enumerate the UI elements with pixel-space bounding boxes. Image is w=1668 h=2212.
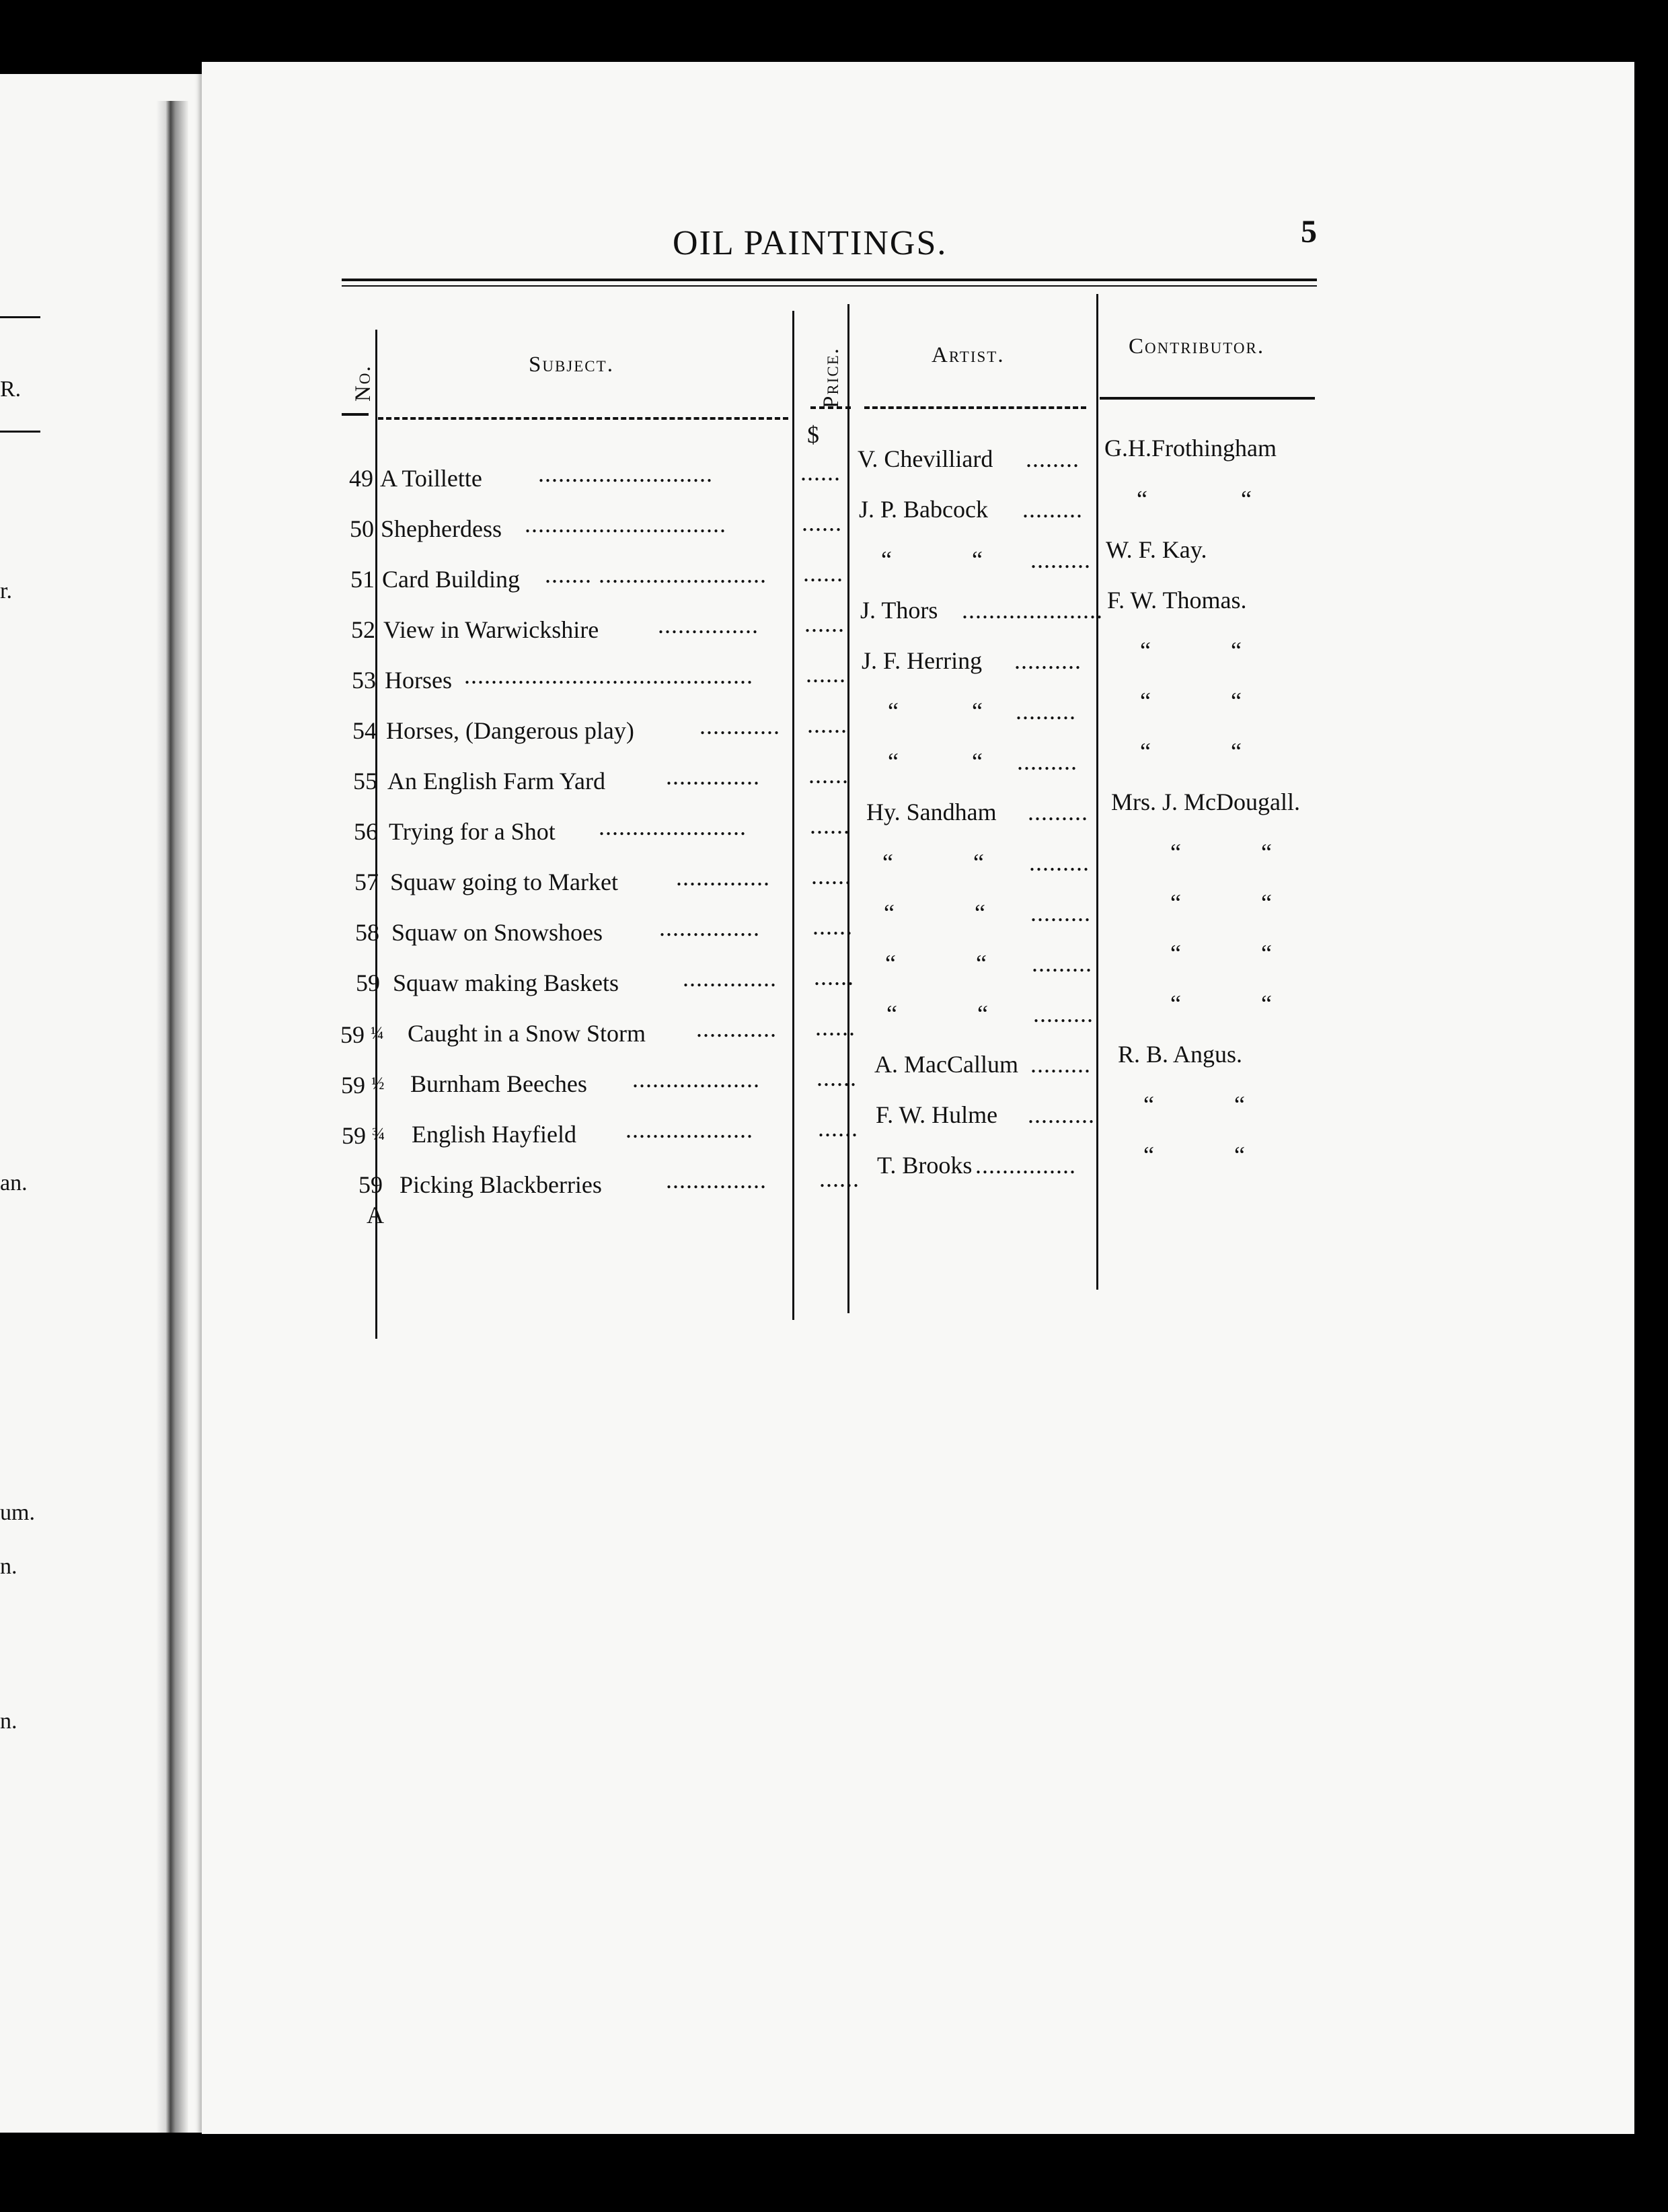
row-contributor: “ “ (1170, 990, 1272, 1017)
row-contributor: “ “ (1137, 486, 1252, 513)
row-number: 58 (355, 919, 379, 946)
facing-page (0, 74, 222, 2133)
row-number: 53 (352, 667, 376, 694)
header-price: Price. (819, 347, 843, 408)
row-subject: View in Warwickshire (383, 616, 599, 643)
price-dots: ...... (804, 610, 845, 637)
row-subject: A Toillette (380, 465, 482, 492)
price-currency: $ (807, 421, 819, 448)
facing-page-text: um. (0, 1500, 35, 1525)
row-subject: English Hayfield (412, 1121, 576, 1148)
row-number: 52 (351, 616, 375, 643)
price-dots: ...... (815, 1014, 856, 1041)
row-subject: Horses, (Dangerous play) (386, 717, 634, 744)
leader-dots: .......... (1028, 1101, 1095, 1128)
leader-dots: ........................................... (464, 662, 753, 689)
facing-page-text: an. (0, 1171, 28, 1195)
row-contributor: R. B. Angus. (1118, 1041, 1243, 1068)
book-gutter (156, 101, 188, 2133)
leader-dots: ................... (626, 1116, 753, 1143)
row-artist: J. F. Herring (862, 647, 983, 674)
header-rule (864, 406, 1086, 409)
row-artist: A. MacCallum (874, 1051, 1018, 1078)
row-number (341, 1069, 385, 1100)
row-subject: Shepherdess (381, 515, 502, 542)
header-rule (810, 406, 851, 409)
price-dots: ...... (812, 913, 853, 940)
top-rule (342, 285, 1317, 287)
row-subject: Horses (385, 667, 452, 694)
row-number-fraction: ¼ (371, 1023, 384, 1043)
facing-page-text: n. (0, 1709, 17, 1734)
facing-page-text: R. (0, 377, 22, 402)
row-artist: T. Brooks (877, 1152, 973, 1179)
leader-dots: ......... (1033, 1000, 1094, 1027)
row-number: 56 (354, 818, 378, 845)
leader-dots: ............... (659, 914, 760, 941)
leader-dots: .............................. (525, 511, 726, 538)
row-contributor: F. W. Thomas. (1107, 587, 1247, 614)
leader-dots: .............. (666, 763, 760, 790)
row-artist: “ “ (886, 1000, 988, 1027)
row-number-fraction: ¾ (372, 1124, 385, 1144)
top-rule (342, 279, 1317, 281)
row-artist: J. Thors (860, 597, 938, 624)
row-contributor: “ “ (1170, 839, 1272, 866)
row-number: 54 (352, 717, 377, 744)
leader-dots: .............. (676, 864, 770, 891)
leader-dots: ............ (699, 712, 780, 739)
leader-dots: ............... (658, 612, 759, 638)
leader-dots: .......... (1014, 647, 1082, 674)
row-contributor: “ “ (1140, 688, 1242, 714)
leader-dots: ...................... (599, 813, 747, 840)
leader-dots: ............... (975, 1152, 1076, 1179)
row-number: 59 (356, 969, 380, 996)
leader-dots: ........ (1026, 445, 1079, 472)
header-artist: Artist. (932, 343, 1005, 367)
row-number: 57 (354, 869, 379, 895)
row-contributor: “ “ (1143, 1091, 1245, 1118)
column-rule-price (847, 304, 849, 1313)
row-contributor: W. F. Kay. (1106, 536, 1207, 563)
price-dots: ...... (806, 661, 846, 688)
row-subject: Burnham Beeches (410, 1070, 587, 1097)
leader-dots: ......... (1029, 849, 1090, 876)
row-subject: Card Building (382, 566, 520, 593)
facing-page-rule (0, 431, 40, 433)
row-subject: Squaw going to Market (390, 869, 618, 895)
row-contributor: “ “ (1140, 637, 1242, 664)
leader-dots: ............... (666, 1167, 767, 1193)
row-subject: Picking Blackberries (400, 1171, 602, 1198)
price-dots: ...... (803, 560, 843, 587)
row-number-value: 59 (340, 1021, 365, 1048)
leader-dots: .......................... (538, 460, 713, 487)
row-number-value: 59 (342, 1122, 366, 1149)
leader-dots: ............ (696, 1015, 777, 1042)
row-subject: Squaw making Baskets (393, 969, 619, 996)
row-artist: “ “ (888, 748, 983, 775)
row-subject: Squaw on Snowshoes (391, 919, 603, 946)
row-contributor: “ “ (1140, 738, 1242, 765)
row-number-suffix: A (367, 1202, 384, 1228)
row-subject: An English Farm Yard (387, 768, 606, 795)
row-number: 50 (350, 515, 374, 542)
price-dots: ...... (807, 711, 847, 738)
leader-dots: ......... (1028, 799, 1088, 825)
leader-dots: ......... (1030, 899, 1091, 926)
row-artist: Hy. Sandham (866, 799, 997, 825)
header-contributor: Contributor. (1129, 334, 1265, 359)
row-number (340, 1019, 384, 1049)
row-number: 55 (353, 768, 377, 795)
row-contributor: G.H.Frothingham (1104, 435, 1277, 462)
row-artist: “ “ (885, 950, 987, 977)
row-artist: “ “ (884, 899, 985, 926)
page-title: OIL PAINTINGS. (673, 224, 948, 262)
facing-page-text: n. (0, 1554, 17, 1579)
row-artist: F. W. Hulme (876, 1101, 998, 1128)
header-rule (1100, 397, 1315, 400)
leader-dots: ......... (1030, 546, 1091, 573)
price-dots: ...... (814, 963, 854, 990)
price-dots: ...... (802, 509, 842, 536)
row-number-value: 59 (341, 1072, 365, 1099)
leader-dots: .............. (683, 965, 777, 992)
price-dots: ...... (819, 1165, 860, 1192)
leader-dots: ......... (1022, 496, 1083, 523)
price-dots: ...... (811, 862, 851, 889)
row-number (342, 1119, 385, 1150)
row-number: 49 (349, 465, 373, 492)
row-contributor: “ “ (1170, 940, 1272, 967)
row-artist: “ “ (882, 849, 984, 876)
row-contributor: “ “ (1170, 889, 1272, 916)
row-number: 51 (350, 566, 375, 593)
catalogue-page (202, 62, 1634, 2134)
row-contributor: Mrs. J. McDougall. (1111, 788, 1300, 815)
header-rule (378, 417, 788, 420)
header-no: No. (351, 365, 375, 402)
leader-dots: ......... (1016, 698, 1076, 725)
row-artist: “ “ (888, 698, 983, 725)
row-number-fraction: ½ (371, 1074, 385, 1093)
header-rule (342, 413, 369, 416)
row-number: 59 (358, 1171, 383, 1198)
facing-page-text: r. (0, 579, 12, 603)
row-subject: Trying for a Shot (389, 818, 556, 845)
price-dots: ...... (800, 459, 841, 486)
header-subject: Subject. (529, 353, 614, 377)
price-dots: ...... (810, 812, 850, 839)
leader-dots: ................... (632, 1066, 760, 1093)
price-dots: ...... (817, 1064, 857, 1091)
leader-dots: ......... (1030, 1051, 1091, 1078)
row-artist: “ “ (881, 546, 983, 573)
price-dots: ...... (818, 1115, 858, 1142)
leader-dots: ......... (1032, 950, 1092, 977)
page-number: 5 (1301, 214, 1317, 250)
leader-dots: ......... (1017, 748, 1077, 775)
column-rule-artist (1096, 294, 1098, 1290)
row-artist: J. P. Babcock (859, 496, 988, 523)
row-contributor: “ “ (1143, 1142, 1245, 1169)
leader-dots: ..................... (962, 597, 1103, 624)
row-artist: V. Chevilliard (858, 445, 993, 472)
row-subject: Caught in a Snow Storm (408, 1020, 646, 1047)
leader-dots: ....... ......................... (545, 561, 767, 588)
column-rule-subject (792, 311, 794, 1320)
price-dots: ...... (808, 762, 849, 788)
facing-page-rule (0, 316, 40, 318)
